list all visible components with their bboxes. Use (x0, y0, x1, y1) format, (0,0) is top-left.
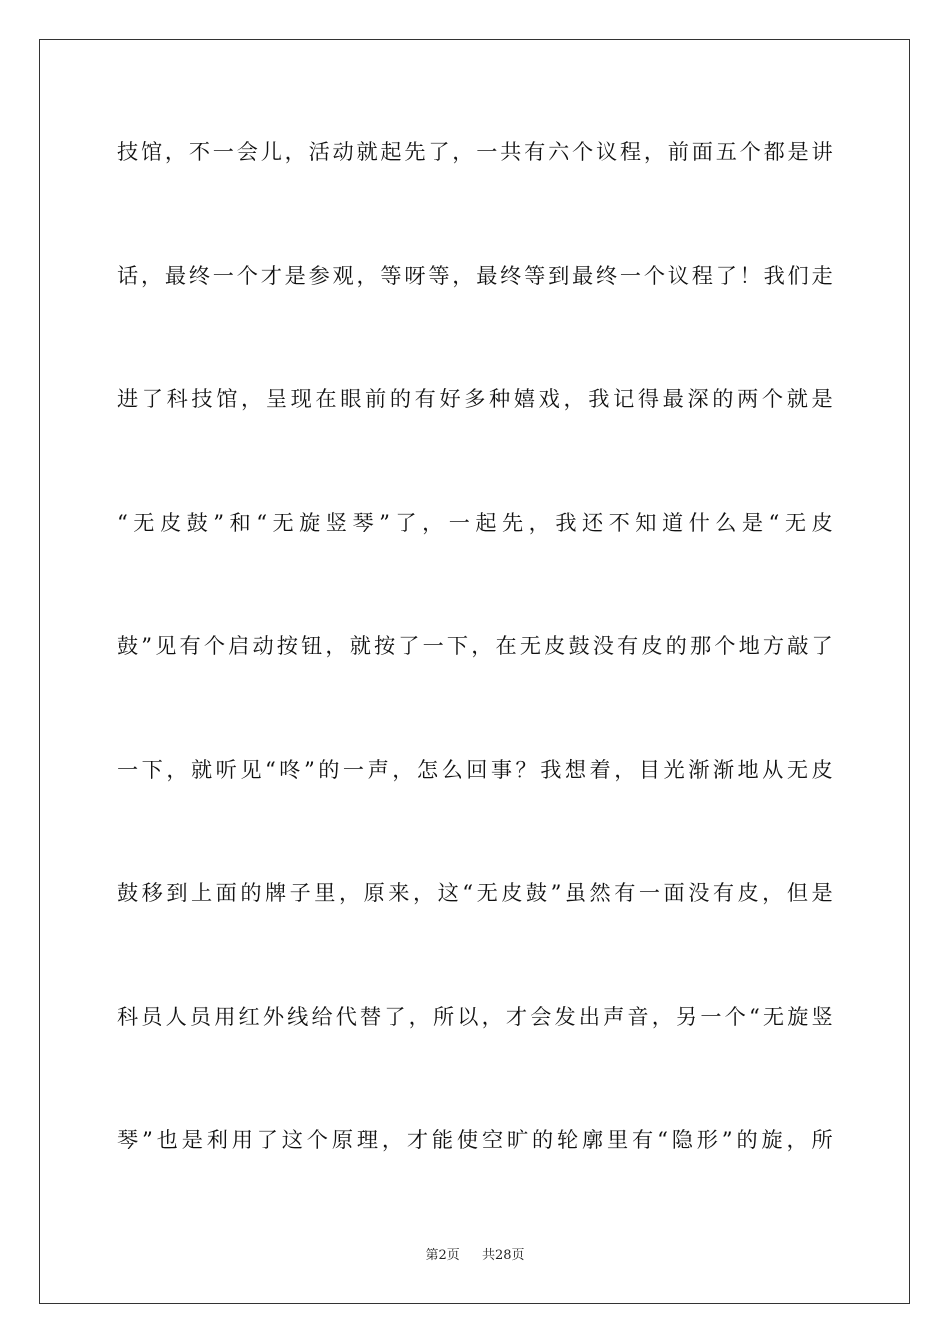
text-line: 鼓”见有个启动按钮，就按了一下，在无皮鼓没有皮的那个地方敲了 (117, 633, 833, 658)
text-line: 科员人员用红外线给代替了，所以，才会发出声音，另一个“无旋竖 (117, 1003, 833, 1029)
page-footer (0, 1244, 950, 1263)
text-line: “无皮鼓”和“无旋竖琴”了，一起先，我还不知道什么是“无皮 (117, 509, 833, 535)
text-line: 技馆，不一会儿，活动就起先了，一共有六个议程，前面五个都是讲 (117, 139, 833, 164)
text-line: 一下，就听见“咚”的一声，怎么回事？我想着，目光渐渐地从无皮 (117, 756, 833, 782)
text-line: 话，最终一个才是参观，等呀等，最终等到最终一个议程了！我们走 (117, 262, 833, 288)
page-number: 第2页 (425, 1248, 460, 1263)
text-line: 鼓移到上面的牌子里，原来，这“无皮鼓”虽然有一面没有皮，但是 (117, 880, 833, 905)
text-line: 琴”也是利用了这个原理，才能使空旷的轮廓里有“隐形”的旋，所 (117, 1127, 833, 1152)
total-pages: 共28页 (482, 1248, 525, 1263)
document-body (117, 122, 833, 1234)
text-line: 进了科技馆，呈现在眼前的有好多种嬉戏，我记得最深的两个就是 (117, 386, 833, 411)
